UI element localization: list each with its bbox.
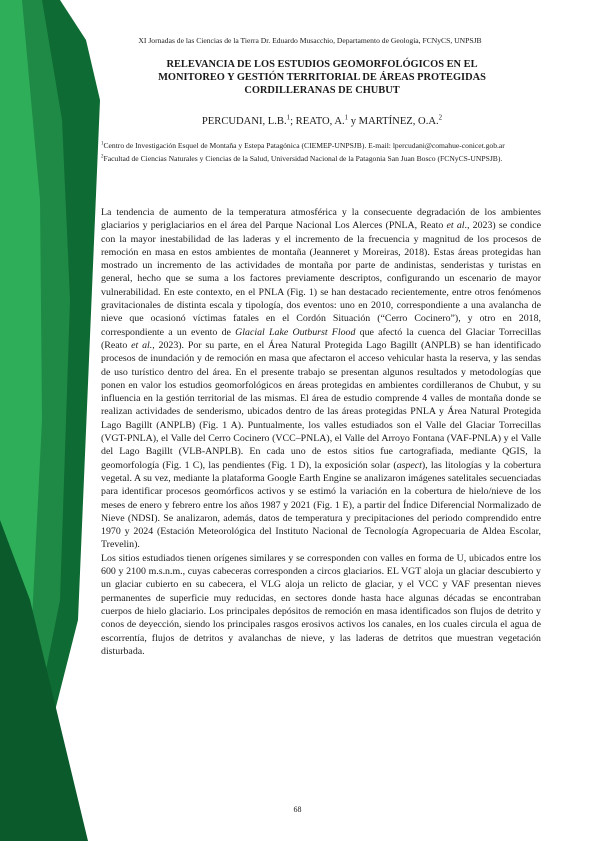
affiliation-marker: 2 bbox=[438, 114, 443, 122]
affiliation bbox=[101, 154, 541, 165]
affiliation-marker: 1 bbox=[101, 141, 104, 147]
title-line: MONITOREO Y GESTIÓN TERRITORIAL DE ÁREAS PROTEGIDAS bbox=[158, 72, 486, 83]
author-name: ; REATO, A. bbox=[290, 116, 345, 127]
green-decorative-band bbox=[0, 0, 100, 841]
author-name: PERCUDANI, L.B. bbox=[201, 116, 287, 127]
title-line: CORDILLERANAS DE CHUBUT bbox=[244, 85, 400, 96]
affiliation-text: Centro de Investigación Esquel de Montaña y Estepa Patagónica (CIEMEP-UNPSJB). E-mail: lpercudani@comahue-conicet.gob.ar bbox=[103, 141, 505, 150]
affiliation-marker: 1 bbox=[344, 114, 349, 122]
conference-header: XI Jornadas de las Ciencias de la Tierra Dr. Eduardo Musacchio, Departamento de Geología, FCNyCS, UNPSJB bbox=[138, 36, 482, 45]
affiliation-marker: 1 bbox=[286, 114, 291, 122]
abstract-body bbox=[101, 206, 541, 658]
page-number: 68 bbox=[293, 805, 302, 814]
text-run: que afectó la cuenca del Glaciar Torrecillas (Reato bbox=[101, 326, 541, 351]
italic-run: et al bbox=[446, 220, 465, 232]
text-run: , 2023). Por su parte, en el Área Natural Protegida Lago Bagillt (ANPLB) se han identificado procesos de inundación y de remoción en masa que afectaron el acceso vehicular hasta la reserva, y las sendas de uso turístico dentro del área. En el presente trabajo se presentan algunos resultados y metodologías que ponen en valor los estudios geomorfológicos en áreas protegidas en ambientes cordilleranos de Chubut, y su influencia en la gestión territorial de las mismas. El área de estudio comprende 4 valles de montaña donde se realizan actividades de senderismo, ubicados dentro de las áreas protegidas PNLA y Área Natural Protegida Lago Bagillt (ANPLB) (Fig. 1 A). Puntualmente, los valles estudiados son el Valle del Glaciar Torrecillas (VGT-PNLA), el Valle del Cerro Cocinero (VCC–PNLA), el Valle del Arroyo Fontana (VAF-PNLA) y el Valle del Lago Bagillt (VLB-ANPLB). En cada uno de estos sitios fue cartografiada, mediante QGIS, la geomorfología (Fig. 1 C), las pendientes (Fig. 1 D), la exposición solar ( bbox=[101, 339, 541, 471]
text-run: ., 2023) se condice con la mayor inestabilidad de las laderas y el incremento de la frecuencia y magnitud de los procesos de remoción en masa en estos ambientes de montaña (Jeanneret y Moreiras, 2018). Estas áreas protegidas han mostrado un incremento de las actividades de montaña por parte de andinistas, senderistas y turistas en general, hecho que se suma a los factores previamente descriptos, configurando un escenario de mayor vulnerabilidad. En este contexto, en el PNLA (Fig. 1) se han destacado recientemente, entre otros fenómenos gravitacionales de distinta escala y tipología, dos eventos: uno en 2010, correspondiente a una avalancha de nieve que ocasionó víctimas fatales en el Cordón Situación (“Cerro Cocinero”), y otro en 2018, correspondiente a un evento de bbox=[101, 220, 541, 338]
paragraph bbox=[101, 206, 541, 552]
title-line: RELEVANCIA DE LOS ESTUDIOS GEOMORFOLÓGICOS EN EL bbox=[166, 59, 478, 70]
paragraph: Los sitios estudiados tienen orígenes similares y se corresponden con valles en forma de U, ubicados entre los 600 y 2100 m.s.n.m., cuyas cabeceras corresponden a circos glaciarios. EL VGT aloja un glaciar descubierto y un glaciar cubierto en su cabecera, el VLG aloja un relicto de glaciar, y el VCC y VAF presentan nieves permanentes de superficie muy reducidas, en sectores donde hasta hace algunas décadas se encontraban cuerpos de hielo glaciario. Los principales depósitos de remoción en masa identificados son flujos de detrito y conos de deyección, siendo los principales rasgos erosivos activos los canales, en los cuales circula el agua de escorrentía, flujos de detritos y avalanchas de nieve, y las laderas de detritos que muestran vegetación disturbada. bbox=[101, 552, 541, 657]
author-name: y MARTÍNEZ, O.A. bbox=[348, 116, 439, 127]
affiliations bbox=[101, 141, 541, 167]
italic-run: aspect bbox=[396, 459, 422, 471]
paper-title bbox=[95, 58, 549, 97]
authors-line bbox=[95, 116, 549, 127]
affiliation-marker: 2 bbox=[101, 154, 104, 160]
italic-run: Glacial Lake Outburst Flood bbox=[235, 326, 356, 338]
text-run: La tendencia de aumento de la temperatura atmosférica y la consecuente degradación de los ambientes glaciarios y periglaciarios en el área del Parque Nacional Los Alerces (PNLA, Reato bbox=[101, 207, 541, 232]
italic-run: et al. bbox=[131, 339, 153, 351]
text-run: ), las litologías y la cobertura vegetal. A su vez, mediante la plataforma Google Earth Engine se analizaron imágenes satelitales secuenciadas para identificar procesos geomórficos activos y se estimó la variación en la cobertura de hielo/nieve de los meses de enero y febrero entre los años 1987 y 2021 (Fig. 1 E), a partir del Índice Diferencial Normalizado de Nieve (NDSI). Se analizaron, además, datos de temperatura y precipitaciones del periodo comprendido entre 1970 y 2024 (Estación Meteorológica del Instituto Nacional de Tecnología Agropecuaria de Aldea Escolar, Trevelin). bbox=[101, 459, 541, 551]
affiliation-text: Facultad de Ciencias Naturales y Ciencias de la Salud, Universidad Nacional de la Patagonia San Juan Bosco (FCNyCS-UNPSJB). bbox=[103, 153, 503, 163]
affiliation bbox=[101, 141, 541, 152]
